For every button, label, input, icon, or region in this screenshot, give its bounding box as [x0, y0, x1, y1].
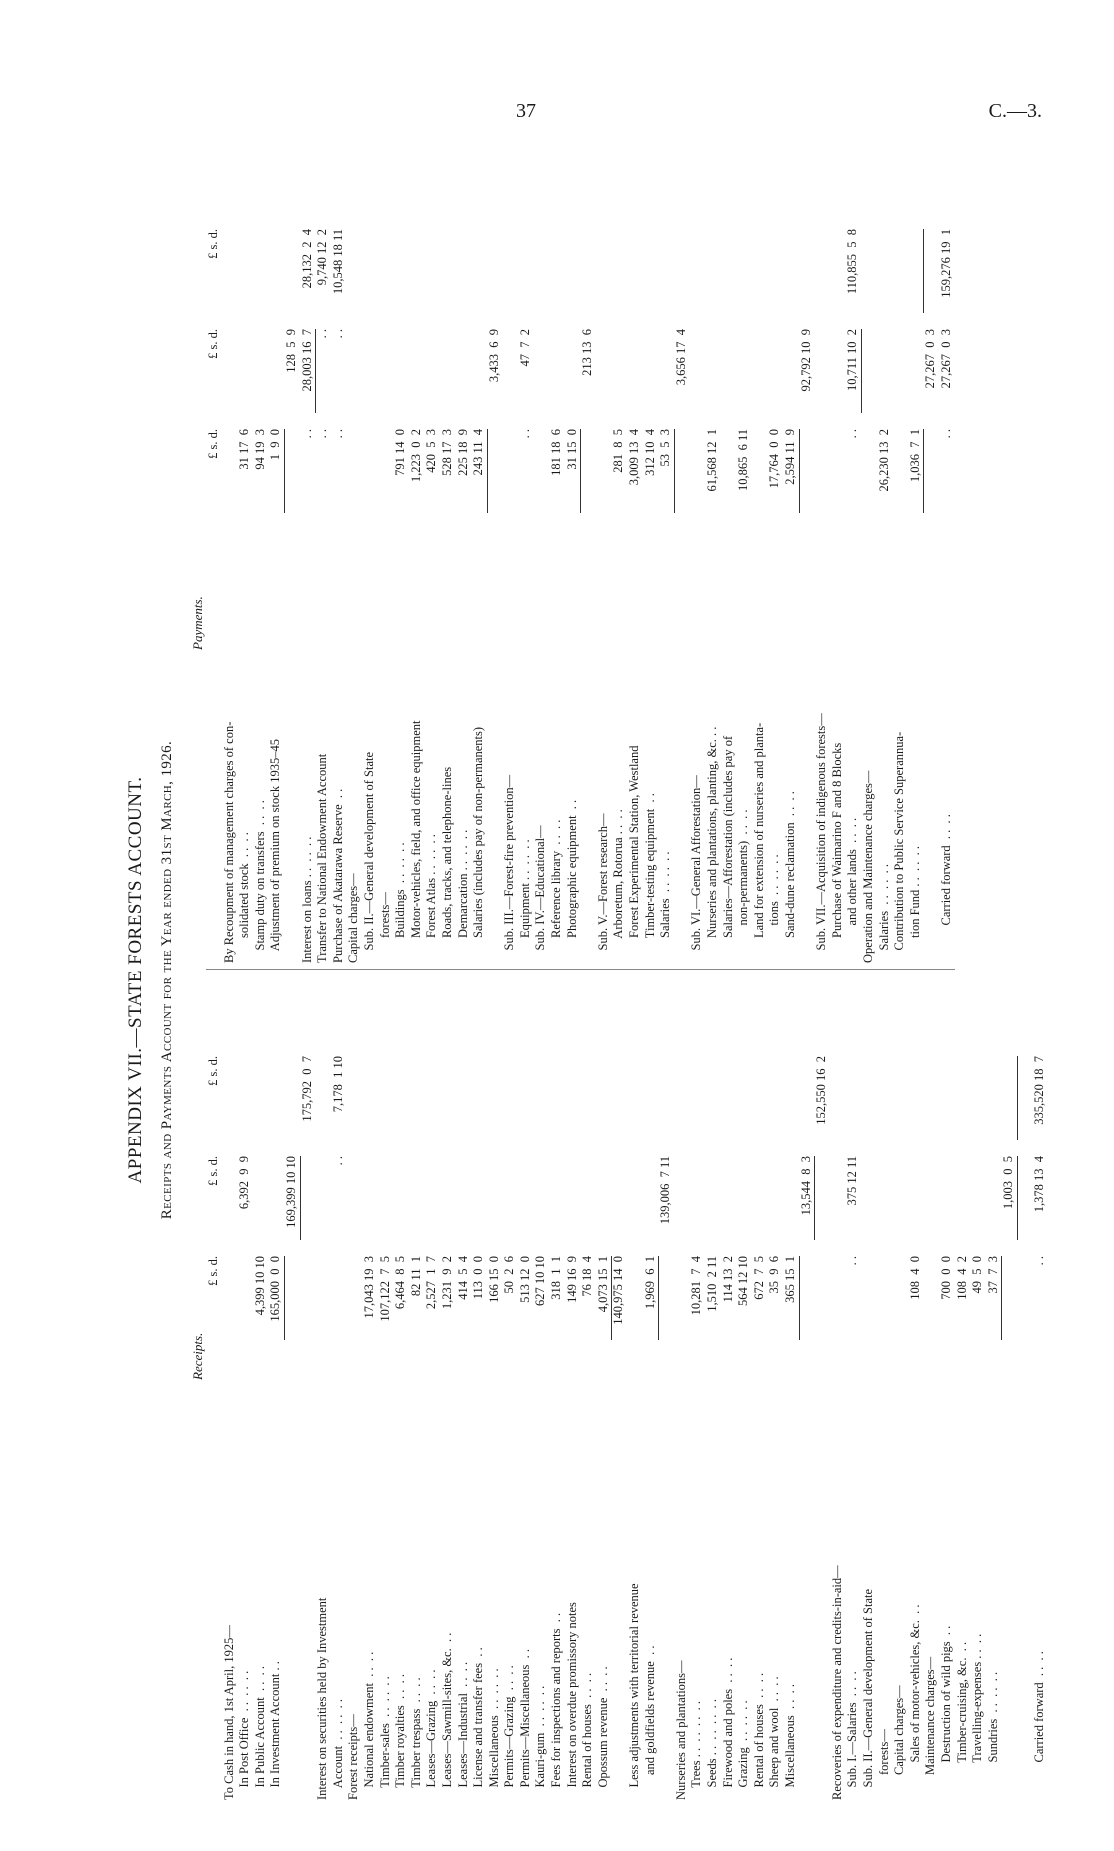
receipts-row [611, 990, 627, 1800]
payments-row [830, 153, 846, 963]
receipts-column [206, 990, 1048, 1800]
payments-amount: 53 5 3 [658, 429, 675, 513]
receipts-amount: 414 5 4 [455, 1256, 470, 1300]
receipts-row [533, 990, 549, 1800]
payments-row [596, 153, 612, 963]
payments-amount: . . [845, 429, 860, 439]
payments-amount: 27,267 0 3 [923, 329, 938, 389]
receipts-amount: 35 9 6 [767, 1256, 782, 1294]
receipts-row [222, 990, 238, 1800]
receipts-label: Fees for inspections and reports . . [549, 1612, 564, 1800]
payments-row [268, 153, 284, 963]
receipts-amount: 6,392 9 9 [237, 1156, 252, 1210]
payments-amount: 420 5 3 [424, 429, 439, 473]
receipts-row [580, 990, 596, 1800]
payments-row [752, 153, 768, 963]
payments-label: Reference library . . . . [549, 819, 564, 963]
payments-row [424, 153, 440, 963]
receipts-label: Travelling-expenses . . . . [970, 1633, 985, 1800]
receipts-label: Grazing . . . . . . [736, 1700, 751, 1800]
receipts-label: Sundries . . . . . . [985, 1671, 1000, 1800]
receipts-amount: 13,544 8 3 [799, 1156, 816, 1240]
receipts-row [736, 990, 752, 1800]
receipts-label: Leases—Sawmill-sites, &c. . . [439, 1632, 454, 1800]
payments-row [658, 153, 674, 963]
receipts-label: Miscellaneous . . . . [782, 1684, 797, 1800]
payments-amount: . . [938, 429, 953, 439]
payments-amount: 47 7 2 [517, 329, 532, 367]
receipts-amount: 1,231 9 2 [439, 1256, 454, 1310]
receipts-label: Forest receipts— [346, 1714, 361, 1800]
receipts-amount: 564 12 10 [736, 1256, 751, 1306]
receipts-row [799, 990, 815, 1800]
payments-amount: 31 15 0 [565, 429, 582, 513]
receipts-amount: 139,006 7 11 [658, 1156, 673, 1225]
payments-amount: 312 10 4 [642, 429, 657, 476]
payments-label: Motor-vehicles, field, and office equipment [408, 720, 423, 963]
payments-amount: 10,548 18 11 [330, 229, 345, 295]
payments-amount: 1 9 0 [268, 429, 285, 513]
receipts-label: Permits—Grazing . . . . [502, 1665, 517, 1800]
receipts-label: Leases—Industrial . . . . [455, 1661, 470, 1800]
payments-label: Forest Experimental Station, Westland [627, 745, 642, 963]
receipts-label: Kauri-gum . . . . . . [533, 1685, 548, 1800]
receipts-amount: 149 16 9 [564, 1256, 579, 1303]
receipts-amount: 375 12 11 [845, 1156, 860, 1206]
receipts-label: Capital charges— [892, 1685, 907, 1800]
receipts-amount: 1,969 6 1 [643, 1256, 660, 1340]
receipts-row [424, 990, 440, 1800]
payments-label: Photographic equipment . . [564, 799, 579, 963]
money-column-headers [206, 990, 222, 1800]
page-title: APPENDIX VII.—STATE FORESTS ACCOUNT. [125, 776, 146, 1184]
page-number: 37 [516, 100, 536, 122]
payments-row [814, 153, 830, 963]
payments-row [222, 153, 238, 963]
payments-amount: . . [315, 329, 330, 339]
payments-row [362, 153, 378, 963]
payments-amount: . . [315, 429, 330, 439]
receipts-label: Destruction of wild pigs . . [938, 1625, 953, 1800]
document-code: C.—3. [988, 100, 1042, 122]
payments-label: By Recoupment of management charges of con- [221, 721, 236, 963]
receipts-row [471, 990, 487, 1800]
payments-amount: 128 5 9 [283, 329, 298, 373]
payments-label: Transfer to National Endowment Account [315, 753, 330, 963]
accounts-sheet [80, 160, 1080, 1800]
receipts-label: Firewood and poles . . . . [720, 1657, 735, 1800]
receipts-row [986, 990, 1002, 1800]
receipts-amount: . . [1032, 1256, 1047, 1266]
receipts-label: In Investment Account . . [268, 1661, 283, 1800]
payments-amount: 3,009 13 4 [627, 429, 642, 486]
receipts-row [877, 990, 893, 1800]
payments-label: Sand-dune reclamation . . . . [782, 791, 797, 963]
payments-row [331, 153, 347, 963]
receipts-label: Timber royalties . . . . [393, 1673, 408, 1800]
payments-amount: 28,003 16 7 [300, 329, 317, 413]
payments-label: Sub. VII.—Acquisition of indigenous forests— [814, 713, 829, 963]
money-header: £ s. d. [206, 329, 220, 359]
receipts-row [1017, 990, 1033, 1800]
payments-amount: 94 19 3 [252, 429, 267, 470]
payments-amount: 28,132 2 4 [299, 229, 314, 289]
receipts-row [315, 990, 331, 1800]
payments-row [892, 153, 908, 963]
payments-row [767, 153, 783, 963]
payments-row [518, 153, 534, 963]
receipts-amount: 165,000 0 0 [268, 1256, 285, 1340]
receipts-label: Carried forward . . . . [1032, 1651, 1047, 1800]
payments-label: Nurseries and plantations, planting, &c. . . [705, 726, 719, 963]
receipts-row [549, 990, 565, 1800]
payments-amount: . . [330, 429, 345, 439]
receipts-label: Trees . . . . . . . . [689, 1701, 704, 1800]
payments-row [471, 153, 487, 963]
receipts-label: Sub. I.—Salaries . . . . [845, 1671, 860, 1800]
receipts-row [300, 990, 316, 1800]
receipts-amount: 114 13 2 [720, 1256, 735, 1303]
payments-column [206, 153, 955, 970]
payments-amount: 31 17 6 [237, 429, 252, 470]
payments-amount: 10,711 10 2 [845, 329, 862, 413]
payments-row [627, 153, 643, 963]
payments-amount: 27,267 0 3 [938, 329, 953, 389]
payments-label: Sub. V.—Forest research— [595, 813, 610, 963]
payments-amount: 243 11 4 [471, 429, 488, 513]
receipts-row [1001, 990, 1017, 1800]
money-header: £ s. d. [206, 1256, 220, 1286]
receipts-row [908, 990, 924, 1800]
receipts-row [767, 990, 783, 1800]
payments-row [908, 153, 924, 963]
payments-label: forests— [377, 892, 392, 963]
receipts-row [487, 990, 503, 1800]
receipts-amount: 169,399 10 10 [284, 1156, 301, 1240]
payments-row [939, 153, 955, 963]
payments-amount: 2,594 11 9 [783, 429, 800, 513]
receipts-row [845, 990, 861, 1800]
receipts-label: Rental of houses . . . . [580, 1672, 595, 1800]
payments-label: Capital charges— [346, 873, 361, 963]
money-header: £ s. d. [206, 229, 220, 259]
receipts-row [1032, 990, 1048, 1800]
receipts-label: Maintenance charges— [923, 1656, 938, 1800]
receipts-amount: . . [330, 1156, 345, 1166]
receipts-amount: 335,520 18 7 [1032, 1056, 1047, 1125]
payments-label: Demarcation . . . . . . [455, 829, 470, 963]
payments-row [409, 153, 425, 963]
receipts-row [721, 990, 737, 1800]
payments-label: Salaries (includes pay of non-permanents) [471, 726, 486, 963]
payments-row [845, 153, 861, 963]
payments-label: solidated stock . . . . [237, 832, 252, 963]
payments-label: Operation and Maintenance charges— [860, 770, 875, 963]
receipts-label: and goldfields revenue . . [642, 1645, 657, 1800]
receipts-label: Sheep and wool . . . . [767, 1676, 782, 1800]
payments-amount: 213 13 6 [580, 329, 595, 376]
receipts-row [674, 990, 690, 1800]
receipts-label: Sub. II.—General development of State [860, 1588, 875, 1800]
receipts-amount: 17,043 19 3 [361, 1256, 376, 1319]
receipts-amount: 7,178 1 10 [330, 1056, 345, 1113]
page-subtitle: Receipts and Payments Account for the Year ended 31st March, 1926. [159, 740, 175, 1220]
receipts-label: Seeds . . . . . . . . [705, 1698, 719, 1800]
receipts-row [565, 990, 581, 1800]
receipts-label: Leases—Grazing . . . . [424, 1669, 439, 1800]
receipts-row [596, 990, 612, 1800]
payments-label: Purchase of Waimarino F and 8 Blocks [829, 742, 844, 963]
receipts-amount: 1,378 13 4 [1032, 1156, 1047, 1213]
receipts-amount: 10,281 7 4 [689, 1256, 704, 1316]
receipts-label: Rental of houses . . . . [751, 1672, 766, 1800]
receipts-amount: 107,122 7 5 [377, 1256, 392, 1322]
payments-label: Adjustment of premium on stock 1935–45 [268, 739, 283, 963]
receipts-row [284, 990, 300, 1800]
payments-amount [923, 229, 924, 313]
receipts-row [502, 990, 518, 1800]
receipts-amount: 108 4 0 [907, 1256, 922, 1300]
receipts-amount: 140,975 14 0 [611, 1256, 626, 1325]
payments-row [799, 153, 815, 963]
payments-label: Sub. IV.—Educational— [533, 825, 548, 963]
payments-row [346, 153, 362, 963]
payments-row [689, 153, 705, 963]
payments-amount: 110,855 5 8 [845, 229, 860, 295]
payments-amount: 791 14 0 [393, 429, 408, 476]
receipts-row [378, 990, 394, 1800]
receipts-row [362, 990, 378, 1800]
receipts-label: Recoveries of expenditure and credits-in-aid— [829, 1565, 844, 1800]
payments-row [580, 153, 596, 963]
receipts-row [892, 990, 908, 1800]
receipts-amount: 672 7 5 [751, 1256, 766, 1300]
receipts-amount: 513 12 0 [517, 1256, 532, 1303]
receipts-amount: 113 0 0 [471, 1256, 486, 1300]
receipts-amount [1017, 1056, 1018, 1140]
payments-row [877, 153, 893, 963]
receipts-row [705, 990, 721, 1800]
payments-row [736, 153, 752, 963]
payments-amount: 225 18 9 [455, 429, 470, 476]
receipts-row [237, 990, 253, 1800]
payments-row [705, 153, 721, 963]
payments-label: Roads, tracks, and telephone-lines [439, 766, 454, 963]
payments-label: Salaries . . . . . . [876, 864, 891, 963]
payments-label: Sub. II.—General development of State [361, 751, 376, 963]
payments-label: Sub. III.—Forest-fire prevention— [502, 774, 517, 963]
payments-row [923, 153, 939, 963]
receipts-row [393, 990, 409, 1800]
payments-row [549, 153, 565, 963]
money-header: £ s. d. [206, 1056, 220, 1086]
receipts-label: Interest on overdue promissory notes [564, 1602, 579, 1800]
payments-label: Salaries—Afforestation (includes pay of [720, 735, 735, 963]
payments-amount: 61,568 12 1 [705, 429, 719, 492]
payments-amount: 9,740 12 2 [315, 229, 330, 286]
receipts-label: Account . . . . . . [330, 1698, 345, 1800]
receipts-row [861, 990, 877, 1800]
receipts-row [689, 990, 705, 1800]
payments-amount: 3,433 6 9 [486, 329, 501, 383]
receipts-row [456, 990, 472, 1800]
payments-label: Forest Atlas . . . . . . [424, 834, 439, 963]
receipts-row [409, 990, 425, 1800]
receipts-amount: 318 1 1 [549, 1256, 564, 1300]
receipts-row [783, 990, 799, 1800]
receipts-amount: 49 5 0 [970, 1256, 985, 1294]
payments-row [456, 153, 472, 963]
receipts-label: Permits—Miscellaneous . . [517, 1648, 532, 1800]
receipts-amount: 4,073 15 1 [596, 1256, 613, 1340]
receipts-label: To Cash in hand, 1st April, 1925— [221, 1625, 236, 1800]
payments-label: Equipment . . . . . . [517, 839, 532, 963]
payments-row [565, 153, 581, 963]
receipts-row [830, 990, 846, 1800]
payments-amount: 1,036 7 1 [908, 429, 925, 513]
payments-label: Salaries . . . . . . [658, 851, 673, 963]
receipts-heading: Receipts. [190, 1332, 205, 1380]
payments-row [315, 153, 331, 963]
payments-amount: 92,792 10 9 [798, 329, 813, 392]
payments-row [378, 153, 394, 963]
receipts-amount: 365 15 1 [783, 1256, 800, 1340]
receipts-row [346, 990, 362, 1800]
payments-row [502, 153, 518, 963]
receipts-label: In Public Account . . . . [252, 1665, 267, 1800]
payments-amount: . . [330, 329, 345, 339]
payments-heading: Payments. [190, 596, 205, 650]
receipts-amount: 2,527 1 7 [424, 1256, 439, 1310]
receipts-label: Timber-sales . . . . . . [377, 1676, 392, 1800]
receipts-label: Opossum revenue . . . . [595, 1666, 610, 1800]
receipts-label: In Post Office . . . . . . [237, 1670, 252, 1800]
payments-label: Carried forward . . . . [938, 814, 953, 963]
receipts-row [440, 990, 456, 1800]
payments-amount: . . [517, 429, 532, 439]
receipts-row [923, 990, 939, 1800]
money-header: £ s. d. [206, 1156, 220, 1186]
receipts-amount: 152,550 16 2 [814, 1056, 829, 1125]
receipts-label: Nurseries and plantations— [673, 1660, 688, 1800]
payments-row [611, 153, 627, 963]
payments-label: tions . . . . . . [767, 854, 782, 963]
receipts-amount: 37 7 3 [986, 1256, 1003, 1340]
receipts-row [752, 990, 768, 1800]
receipts-label: forests— [876, 1729, 891, 1800]
payments-row [300, 153, 316, 963]
receipts-label: National endowment . . . . [361, 1651, 376, 1800]
payments-label: Timber-testing equipment . . [642, 793, 657, 963]
receipts-row [955, 990, 971, 1800]
receipts-amount: 50 2 6 [502, 1256, 517, 1294]
receipts-amount: 6,464 8 5 [393, 1256, 408, 1310]
payments-row [393, 153, 409, 963]
money-column-headers [206, 153, 222, 963]
payments-label: Sub. VI.—General Afforestation— [689, 775, 704, 963]
receipts-label: License and transfer fees . . [471, 1647, 486, 1800]
receipts-amount: 700 0 0 [938, 1256, 953, 1300]
receipts-label: Timber-cruising, &c. . . [954, 1641, 969, 1800]
receipts-row [643, 990, 659, 1800]
payments-row [861, 153, 877, 963]
receipts-label: Miscellaneous . . . . . . [486, 1668, 501, 1800]
receipts-row [627, 990, 643, 1800]
receipts-amount: 108 4 2 [954, 1256, 969, 1300]
receipts-amount: 166 15 0 [486, 1256, 501, 1303]
payments-row [533, 153, 549, 963]
receipts-amount: 82 11 1 [408, 1256, 423, 1297]
payments-amount: 281 8 5 [611, 429, 626, 473]
payments-label: Buildings . . . . . . [393, 842, 408, 963]
payments-row [253, 153, 269, 963]
receipts-amount: . . [845, 1256, 860, 1266]
receipts-amount: 4,399 10 10 [252, 1256, 267, 1316]
receipts-row [970, 990, 986, 1800]
payments-label: Land for extension of nurseries and planta- [751, 722, 766, 963]
payments-row [440, 153, 456, 963]
payments-label: Contribution to Public Service Superannua- [892, 731, 907, 963]
payments-amount: 1,223 0 2 [408, 429, 423, 483]
payments-label: and other lands . . . . [845, 817, 860, 963]
receipts-label: Sales of motor-vehicles, &c. . . [907, 1604, 922, 1800]
receipts-row [939, 990, 955, 1800]
payments-label: Stamp duty on transfers . . . . [252, 800, 267, 963]
payments-row [721, 153, 737, 963]
receipts-amount: 1,510 2 11 [705, 1256, 719, 1312]
payments-amount: 10,865 6 11 [736, 429, 751, 492]
receipts-amount: 1,003 0 5 [1001, 1156, 1018, 1240]
payments-amount: 159,276 19 1 [938, 229, 953, 298]
receipts-row [658, 990, 674, 1800]
receipts-row [253, 990, 269, 1800]
receipts-amount: 627 10 10 [533, 1256, 548, 1306]
payments-label: Interest on loans . . . . . . [299, 836, 314, 963]
payments-row [643, 153, 659, 963]
payments-amount: 528 17 3 [439, 429, 454, 476]
payments-row [783, 153, 799, 963]
payments-amount: 181 18 6 [549, 429, 564, 476]
receipts-row [331, 990, 347, 1800]
receipts-label: Timber trespass . . . . [408, 1677, 423, 1800]
receipts-row [814, 990, 830, 1800]
receipts-label: Interest on securities held by Investment [315, 1597, 330, 1800]
receipts-row [268, 990, 284, 1800]
payments-label: non-permanents) . . . . [736, 809, 751, 963]
payments-label: Arboretum, Rotorua . . . . [611, 809, 626, 963]
receipts-label: Less adjustments with territorial revenue [627, 1583, 642, 1800]
money-header: £ s. d. [206, 429, 220, 459]
payments-label: tion Fund . . . . . . [907, 845, 922, 963]
payments-amount: 17,764 0 0 [767, 429, 782, 489]
payments-label: Purchase of Akatarawa Reserve . . [330, 788, 345, 963]
payments-row [237, 153, 253, 963]
receipts-amount: 76 18 4 [580, 1256, 595, 1297]
receipts-amount: 175,792 0 7 [299, 1056, 314, 1122]
payments-row [674, 153, 690, 963]
payments-row [284, 153, 300, 963]
payments-amount: 3,656 17 4 [673, 329, 688, 386]
payments-row [487, 153, 503, 963]
payments-amount: 26,230 13 2 [876, 429, 891, 492]
receipts-row [518, 990, 534, 1800]
payments-amount: . . [299, 429, 314, 439]
